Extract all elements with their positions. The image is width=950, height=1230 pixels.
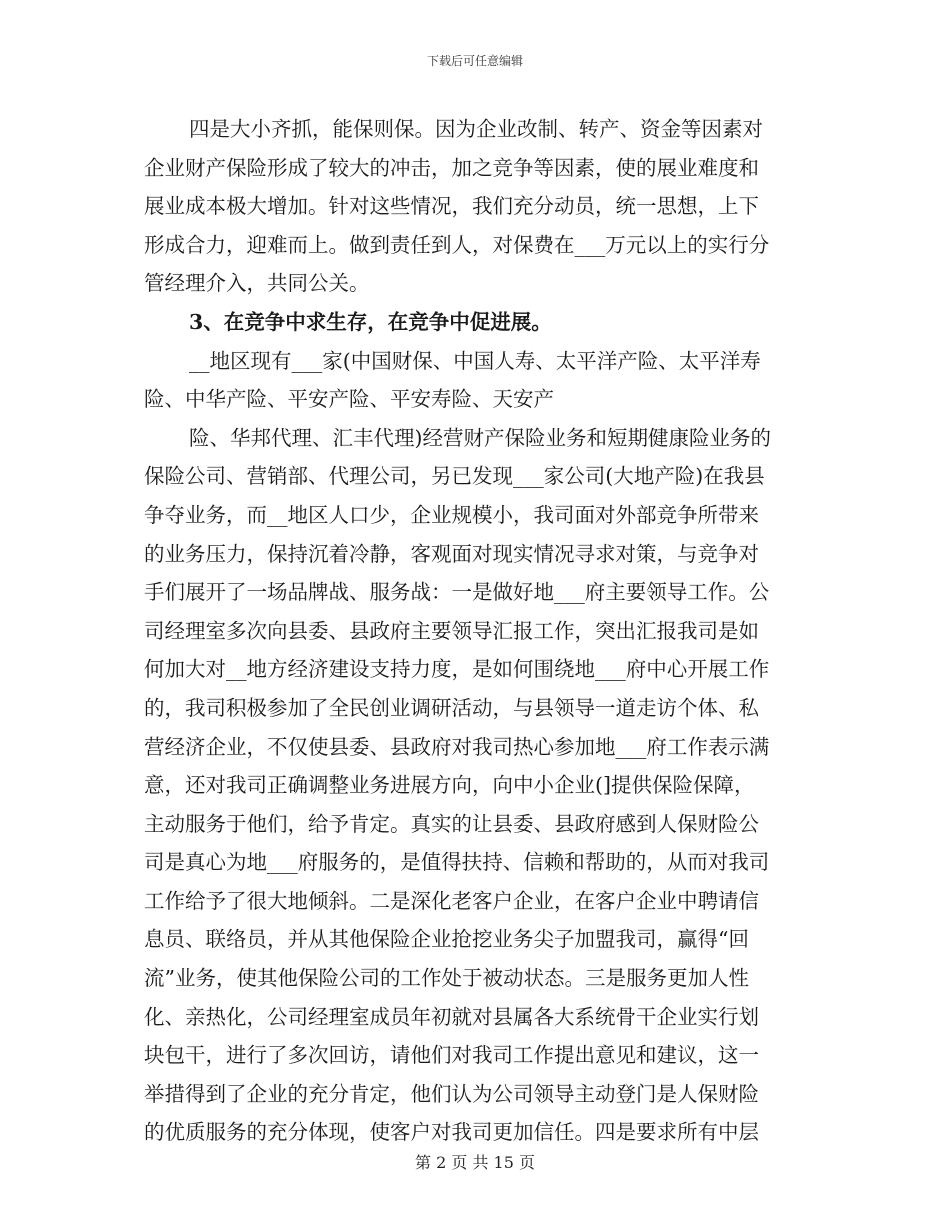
text-line: 主动服务于他们，给予肯定。真实的让县委、县政府感到人保财险公 xyxy=(144,811,759,836)
text-line: 司经理室多次向县委、县政府主要领导汇报工作，突出汇报我司是如 xyxy=(144,618,759,643)
text-line: 四是大小齐抓，能保则保。因为企业改制、转产、资金等因素对 xyxy=(189,117,763,141)
text-line: 险、中华产险、平安产险、平安寿险、天安产 xyxy=(144,387,554,412)
text-line: 司是真心为地___府服务的，是值得扶持、信赖和帮助的，从而对我司 xyxy=(144,850,770,875)
text-line: 企业财产保险形成了较大的冲击，加之竞争等因素，使的展业难度和 xyxy=(144,155,759,180)
text-line: 展业成本极大增加。针对这些情况，我们充分动员，统一思想，上下 xyxy=(144,194,759,219)
text-line: 块包干，进行了多次回访，请他们对我司工作提出意见和建议，这一 xyxy=(144,1043,759,1068)
text-line: 营经济企业，不仅使县委、县政府对我司热心参加地___府工作表示满 xyxy=(144,734,770,759)
text-line: 的业务压力，保持沉着冷静，客观面对现实情况寻求对策，与竞争对 xyxy=(144,541,759,566)
text-line: 的优质服务的充分体现，使客户对我司更加信任。四是要求所有中层 xyxy=(144,1120,759,1145)
text-line: 息员、联络员，并从其他保险企业抢挖业务尖子加盟我司，赢得“回 xyxy=(144,927,749,952)
text-line: 举措得到了企业的充分肯定，他们认为公司领导主动登门是人保财险 xyxy=(144,1081,759,1106)
section-heading: 3、在竞争中求生存，在竞争中促进展。 xyxy=(189,309,552,334)
text-line: 争夺业务，而__地区人口少，企业规模小，我司面对外部竞争所带来 xyxy=(144,502,759,527)
text-line: 管经理介入，共同公关。 xyxy=(144,271,370,296)
text-line: 的，我司积极参加了全民创业调研活动，与县领导一道走访个体、私 xyxy=(144,695,759,720)
text-line: 形成合力，迎难而上。做到责任到人，对保费在___万元以上的实行分 xyxy=(144,232,770,257)
text-line: 工作给予了很大地倾斜。二是深化老客户企业，在客户企业中聘请信 xyxy=(144,888,759,913)
text-line: 意，还对我司正确调整业务进展方向，向中小企业(]提供保险保障， xyxy=(144,773,755,798)
page-number-footer: 第 2 页 共 15 页 xyxy=(415,1153,535,1172)
text-line: 保险公司、营销部、代理公司，另已发现___家公司(大地产险)在我县 xyxy=(144,464,765,489)
text-line: __地区现有___家(中国财保、中国人寿、太平洋产险、太平洋寿 xyxy=(189,348,761,373)
text-line: 流”业务，使其他保险公司的工作处于被动状态。三是服务更加人性 xyxy=(144,966,749,991)
text-line: 何加大对__地方经济建设支持力度，是如何围绕地___府中心开展工作 xyxy=(144,657,770,682)
page-header: 下载后可任意编辑 xyxy=(426,54,523,68)
text-line: 险、华邦代理、汇丰代理)经营财产保险业务和短期健康险业务的 xyxy=(189,425,771,450)
text-line: 化、亲热化，公司经理室成员年初就对县属各大系统骨干企业实行划 xyxy=(144,1004,759,1029)
document-body xyxy=(144,110,806,1152)
text-line: 手们展开了一场品牌战、服务战：一是做好地___府主要领导工作。公 xyxy=(144,580,770,605)
